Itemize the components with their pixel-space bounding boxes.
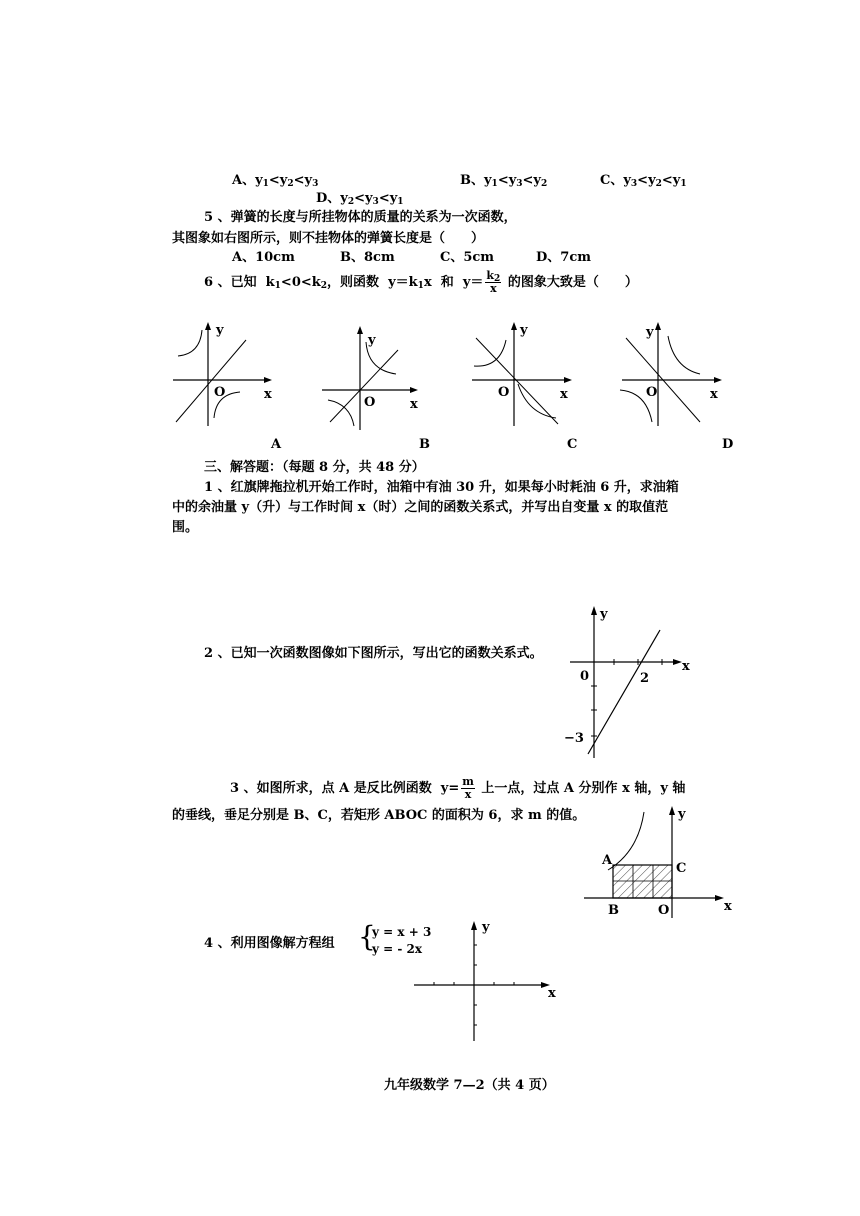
p3-fraction: $\frac{m}{x}$ <box>462 775 474 801</box>
p4-text: 4 、利用图像解方程组 <box>204 936 335 951</box>
q6d-origin: O <box>646 385 658 400</box>
p4-eq2: y = - 2x <box>372 942 423 956</box>
p3-prefix: 3 、如图所求，点 A 是反比例函数 <box>230 781 432 796</box>
q6-func1: $y=k_1x$ <box>388 275 432 291</box>
q6-label-c: C <box>567 437 578 452</box>
p2-y-intercept: −3 <box>564 731 584 746</box>
q4-option-d: D、$y_2<y_3<y_1$ <box>316 191 404 207</box>
q6-label-d: D <box>722 437 734 452</box>
q6-text <box>204 270 638 295</box>
p4-brace: { <box>358 920 376 953</box>
p2-x-intercept: 2 <box>640 671 650 686</box>
q6c-x-label: x <box>560 387 568 402</box>
p3-func-lhs: y= <box>440 781 460 796</box>
p2-x-label: x <box>682 659 690 674</box>
p3-point-b: B <box>608 903 619 918</box>
q6-graph-d <box>618 318 728 428</box>
p3-line1 <box>230 776 685 801</box>
p4-x-label: x <box>548 986 556 1001</box>
p3-line2: 的垂线，垂足分别是 B、C，若矩形 ABOC 的面积为 6，求 m 的值。 <box>172 808 586 823</box>
q6-condition: $k_1<0<k_2$，则函数 <box>265 275 380 291</box>
q5-option-a: A、10cm <box>232 250 295 265</box>
q6b-origin: O <box>364 395 376 410</box>
q6d-x-label: x <box>710 387 718 402</box>
q6a-x-label: x <box>264 387 272 402</box>
q6-suffix: 的图象大致是（ ） <box>507 275 638 290</box>
p1-line1: 1 、红旗牌拖拉机开始工作时，油箱中有油 30 升，如果每小时耗油 6 升，求油箱 <box>204 480 679 495</box>
p3-graph <box>580 800 740 920</box>
p1-line2: 中的余油量 y（升）与工作时间 x（时）之间的函数关系式，并写出自变量 x 的取值范 <box>172 500 669 515</box>
q6-prefix: 6 、已知 <box>204 275 257 290</box>
q5-line1: 5 、弹簧的长度与所挂物体的质量的关系为一次函数， <box>204 210 517 225</box>
p2-origin: 0 <box>580 669 590 684</box>
p4-y-label: y <box>482 920 490 935</box>
q6-label-a: A <box>271 437 282 452</box>
q6-graph-b <box>318 322 428 432</box>
q6b-y-label: y <box>368 333 376 348</box>
q4-option-a: A、$y_1<y_2<y_3$ <box>232 173 319 189</box>
p3-x-label: x <box>724 899 732 914</box>
q5-option-d: D、7cm <box>536 250 591 265</box>
q6b-x-label: x <box>410 397 418 412</box>
q5-line2: 其图象如右图所示，则不挂物体的弹簧长度是（ ） <box>172 231 485 246</box>
q6a-y-label: y <box>216 323 224 338</box>
q6-func2-lhs: y＝ <box>462 275 484 290</box>
q6-and: 和 <box>440 275 454 290</box>
p2-y-label: y <box>600 607 608 622</box>
q6c-y-label: y <box>520 323 528 338</box>
q6-graph-a <box>168 318 278 428</box>
q4-option-b: B、$y_1<y_3<y_2$ <box>460 173 548 189</box>
q6d-y-label: y <box>646 325 654 340</box>
q6c-origin: O <box>498 385 510 400</box>
q6-label-b: B <box>419 437 430 452</box>
q6-fraction: $\frac{k_2}{x}$ <box>486 269 501 295</box>
p2-text: 2 、已知一次函数图像如下图所示，写出它的函数关系式。 <box>204 646 543 661</box>
p3-suffix: 上一点，过点 A 分别作 x 轴，y 轴 <box>481 781 686 796</box>
p2-graph <box>560 600 700 762</box>
q5-option-b: B、8cm <box>340 250 395 265</box>
p3-point-c: C <box>676 861 687 876</box>
q6a-origin: O <box>214 385 226 400</box>
p1-line3: 围。 <box>172 520 199 535</box>
section3-title: 三、解答题：（每题 8 分，共 48 分） <box>204 460 425 475</box>
p3-y-label: y <box>678 807 686 822</box>
q6-graph-c <box>468 318 578 428</box>
q4-option-c: C、$y_3<y_2<y_1$ <box>600 173 687 189</box>
page-footer: 九年级数学 7—2（共 4 页） <box>384 1078 555 1093</box>
p4-graph <box>410 915 570 1045</box>
p3-point-o: O <box>658 903 670 918</box>
p3-point-a: A <box>602 853 613 868</box>
p4-eq1: y = x + 3 <box>372 925 432 939</box>
q5-option-c: C、5cm <box>440 250 495 265</box>
